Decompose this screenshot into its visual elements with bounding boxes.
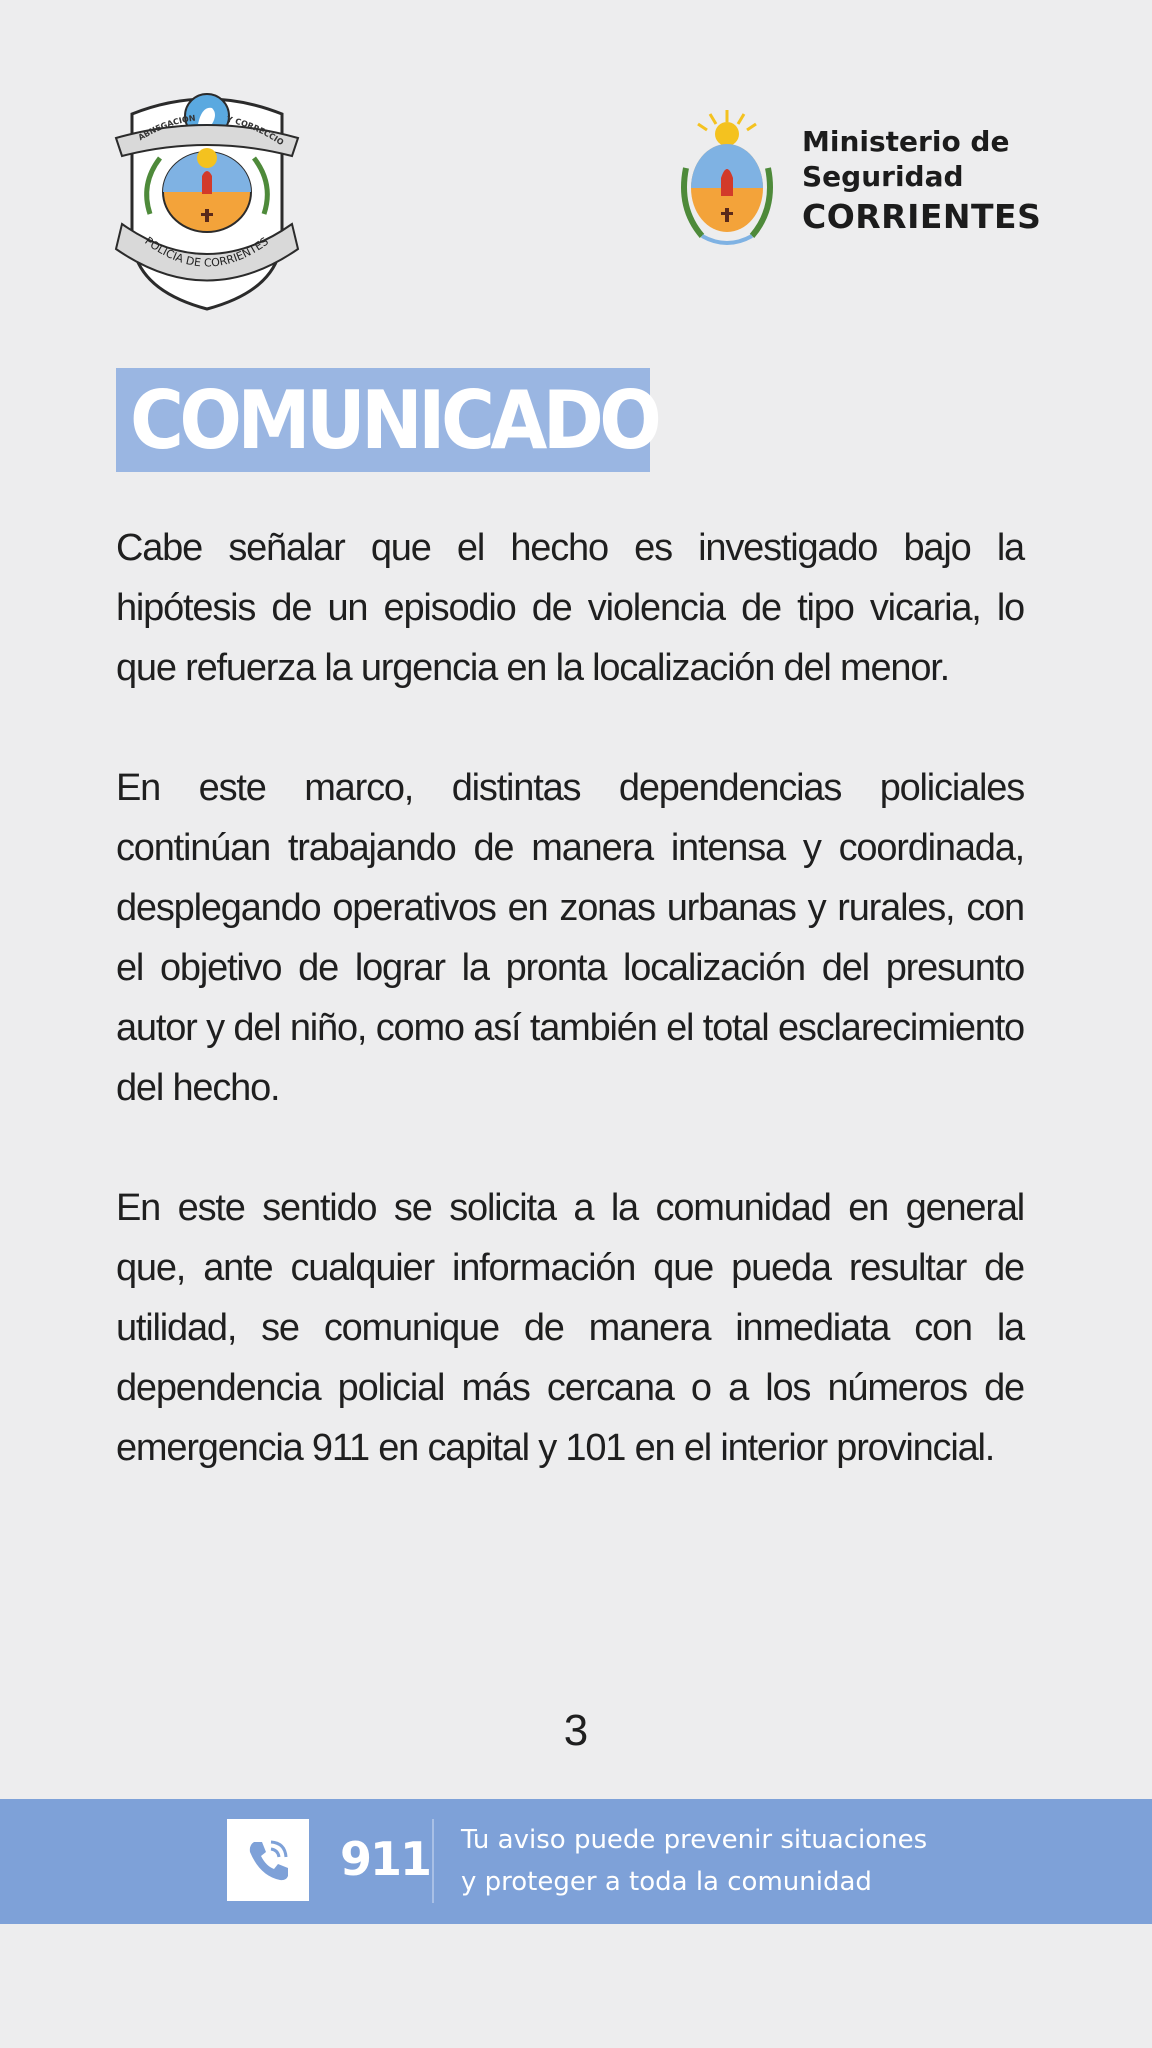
- ministry-logo: [672, 108, 1052, 258]
- paragraph-2: En este marco, distintas dependencias policiales continúan trabajando de manera intensa y coordinada, desplegando operativos en zonas urbanas y rurales, con el objetivo de lograr la pronta localización del presunto autor y del niño, como así también el total esclarecimiento del hecho.: [116, 767, 1024, 1109]
- page-number: 3: [563, 1706, 589, 1755]
- badge-motto-right: Y CORRECCIO: [225, 114, 286, 148]
- title-highlight: [116, 368, 658, 472]
- phone-icon-box: [227, 1819, 309, 1901]
- paragraph-1: Cabe señalar que el hecho es investigado bajo la hipótesis de un episodio de violencia de tipo vicaria, lo que refuerza la urgencia en la localización del menor.: [116, 527, 1024, 689]
- announcement-body: [116, 518, 1024, 1538]
- ministry-line-1: Ministerio de: [802, 125, 1010, 158]
- ministry-line-2: Seguridad: [802, 160, 964, 193]
- footer-band: [0, 1799, 1152, 1924]
- ministry-name: [802, 124, 1041, 240]
- police-badge-icon: [112, 84, 302, 312]
- badge-ribbon-text: POLICIA DE CORRIENTES: [142, 234, 271, 270]
- emergency-number: 911: [340, 1832, 431, 1886]
- badge-motto-left: ABNEGACION: [136, 113, 197, 143]
- page-title: COMUNICADO: [130, 374, 658, 467]
- ministry-line-3: CORRIENTES: [802, 197, 1042, 236]
- footer-divider: [432, 1819, 434, 1903]
- phone-icon: [244, 1836, 292, 1884]
- corrientes-shield-icon: [672, 108, 782, 254]
- footer-message-line-2: y proteger a toda la comunidad: [461, 1867, 872, 1897]
- police-badge-logo: [112, 84, 302, 312]
- paragraph-3: En este sentido se solicita a la comunidad en general que, ante cualquier información que pueda resultar de utilidad, se comunique de manera inmediata con la dependencia policial más cercana o a los números de emergencia 911 en capital y 101 en el interior provincial.: [116, 1187, 1024, 1469]
- footer-message-line-1: Tu aviso puede prevenir situaciones: [461, 1825, 928, 1855]
- footer-message: [461, 1819, 927, 1903]
